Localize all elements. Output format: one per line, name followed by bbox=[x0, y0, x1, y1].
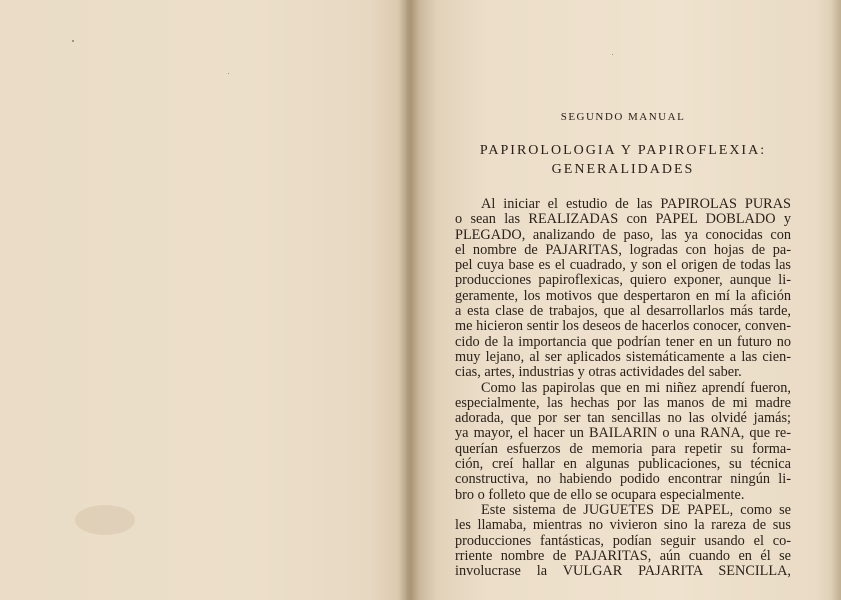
body-line: rriente nombre de PAJARITAS, aún cuando en él se bbox=[455, 547, 791, 564]
body-line: involucrase la VULGAR PAJARITA SENCILLA, bbox=[455, 563, 791, 580]
body-line: ya mayor, el hacer un BAILARIN o una RANA, que re- bbox=[455, 425, 791, 442]
body-line: Este sistema de JUGUETES DE PAPEL, como se bbox=[481, 501, 791, 518]
body-line: Como las papirolas que en mi niñez aprendí fueron, bbox=[481, 379, 791, 396]
body-line: producciones fantásticas, podían seguir usando el co- bbox=[455, 532, 791, 549]
chapter-title bbox=[455, 141, 791, 179]
body-line: les llamaba, mientras no vivieron sino la rareza de sus bbox=[455, 517, 791, 534]
body-line: geramente, los motivos que despertaron en mí la afición bbox=[455, 287, 791, 304]
paper-stain bbox=[75, 505, 135, 535]
body-line: constructiva, no habiendo podido encontrar ningún li- bbox=[455, 471, 791, 488]
body-line: ción, creí hallar en algunas publicaciones, su técnica bbox=[455, 456, 791, 473]
body-line: muy lejano, al ser aplicados sistemáticamente a las cien- bbox=[455, 348, 791, 365]
body-text bbox=[455, 197, 791, 579]
body-line: PLEGADO, analizando de paso, las ya conocidas con bbox=[455, 226, 791, 243]
paper-speck bbox=[72, 40, 74, 42]
body-line: el nombre de PAJARITAS, logradas con hojas de pa- bbox=[455, 241, 791, 258]
body-line: o sean las REALIZADAS con PAPEL DOBLADO y bbox=[455, 211, 791, 228]
body-line: producciones papiroflexicas, quiero exponer, aunque li- bbox=[455, 272, 791, 289]
body-line: adorada, que por ser tan sencillas no las olvidé jamás; bbox=[455, 410, 791, 427]
paper-speck bbox=[228, 73, 229, 74]
body-line: cido de la importancia que podrían tener en un futuro no bbox=[455, 333, 791, 350]
book-spine-gutter bbox=[398, 0, 420, 600]
right-page-content bbox=[455, 110, 791, 579]
running-head: SEGUNDO MANUAL bbox=[560, 111, 686, 123]
chapter-title-line-1: PAPIROLOLOGIA Y PAPIROFLEXIA: bbox=[479, 143, 767, 158]
body-line: querían esfuerzos de memoria para repetir su forma- bbox=[455, 440, 791, 457]
body-line: a esta clase de trabajos, que al desarrollarlos más tarde, bbox=[455, 303, 791, 320]
body-line: especialmente, las hechas por las manos de mi madre bbox=[455, 394, 791, 411]
body-line: pel cuya base es el cuadrado, y son el origen de todas las bbox=[455, 257, 791, 274]
body-line: Al iniciar el estudio de las PAPIROLAS PURAS bbox=[481, 196, 791, 212]
paper-speck bbox=[612, 54, 613, 55]
page-edge-shadow bbox=[831, 0, 841, 600]
body-line: me hicieron sentir los deseos de hacerlos conocer, conven- bbox=[455, 318, 791, 335]
body-line: cias, artes, industrias y otras actividades del saber. bbox=[455, 364, 742, 381]
body-line: bro o folleto que de ello se ocupara especialmente. bbox=[455, 486, 745, 503]
chapter-title-line-2: GENERALIDADES bbox=[551, 162, 695, 177]
